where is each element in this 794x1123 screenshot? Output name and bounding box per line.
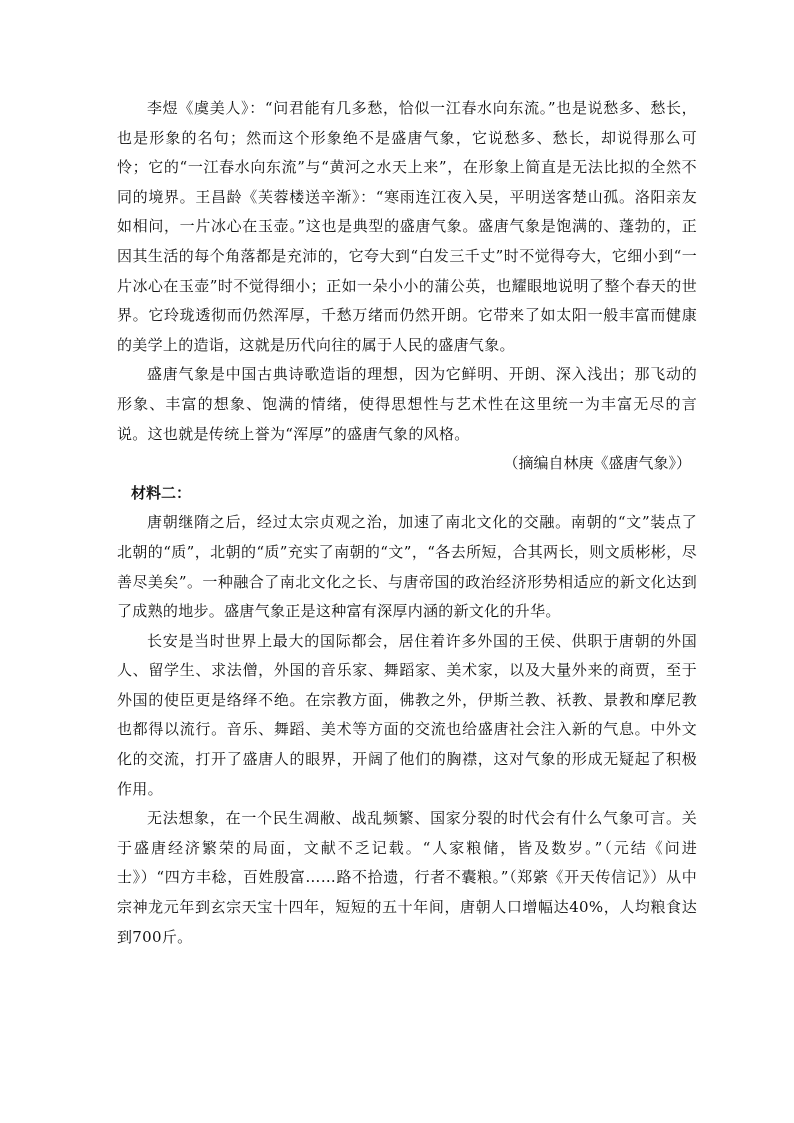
document-page (117, 94, 697, 952)
material-two-paragraph-2: 长安是当时世界上最大的国际都会，居住着许多外国的王侯、供职于唐朝的外国人、留学生、求法僧，外国的音乐家、舞蹈家、美术家，以及大量外来的商贾，至于外国的使臣更是络绎不绝。在宗教方面，佛教之外，伊斯兰教、袄教、景教和摩尼教也都得以流行。音乐、舞蹈、美术等方面的交流也给盛唐社会注入新的气息。中外文化的交流，打开了盛唐人的眼界，开阔了他们的胸襟，这对气象的形成无疑起了积极作用。 (117, 631, 697, 798)
material-two-heading: 材料二： (131, 483, 192, 502)
material-two-paragraph-3: 无法想象，在一个民生凋敝、战乱频繁、国家分裂的时代会有什么气象可言。关于盛唐经济繁荣的局面，文献不乏记载。“人家粮储，皆及数岁。”（元结《问进士》）“四方丰稔，百姓殷富……路不拾遗，行者不囊粮。”（郑綮《开天传信记》）从中宗神龙元年到玄宗天宝十四年，短短的五十年间，唐朝人口增幅达40%，人均粮食达到700斤。 (117, 809, 697, 946)
material-one-source: （摘编自林庚《盛唐气象》） (503, 454, 691, 473)
material-one-paragraph-1: 李煜《虞美人》：“问君能有几多愁，恰似一江春水向东流。”也是说愁多、愁长，也是形象的名句；然而这个形象绝不是盛唐气象，它说愁多、愁长，却说得那么可怜；它的“一江春水向东流”与“黄河之水天上来”，在形象上简直是无法比拟的全然不同的境界。王昌龄《芙蓉楼送辛渐》：“寒雨连江夜入吴，平明送客楚山孤。洛阳亲友如相问，一片冰心在玉壶。”这也是典型的盛唐气象。盛唐气象是饱满的、蓬勃的，正因其生活的每个角落都是充沛的，它夸大到“白发三千丈”时不觉得夸大，它细小到“一片冰心在玉壶”时不觉得细小；正如一朵小小的蒲公英，也耀眼地说明了整个春天的世界。它玲珑透彻而仍然浑厚，千愁万绪而仍然开朗。它带来了如太阳一般丰富而健康的美学上的造诣，这就是历代向往的属于人民的盛唐气象。 (117, 99, 697, 354)
material-one-paragraph-2: 盛唐气象是中国古典诗歌造诣的理想，因为它鲜明、开朗、深入浅出；那飞动的形象、丰富的想象、饱满的情绪，使得思想性与艺术性在这里统一为丰富无尽的言说。这也就是传统上誉为“浑厚”的盛唐气象的风格。 (117, 365, 697, 443)
material-two-paragraph-1: 唐朝继隋之后，经过太宗贞观之治，加速了南北文化的交融。南朝的“文”装点了北朝的“质”，北朝的“质”充实了南朝的“文”，“各去所短，合其两长，则文质彬彬，尽善尽美矣”。一种融合了南北文化之长、与唐帝国的政治经济形势相适应的新文化达到了成熟的地步。盛唐气象正是这种富有深厚内涵的新文化的升华。 (117, 513, 697, 621)
